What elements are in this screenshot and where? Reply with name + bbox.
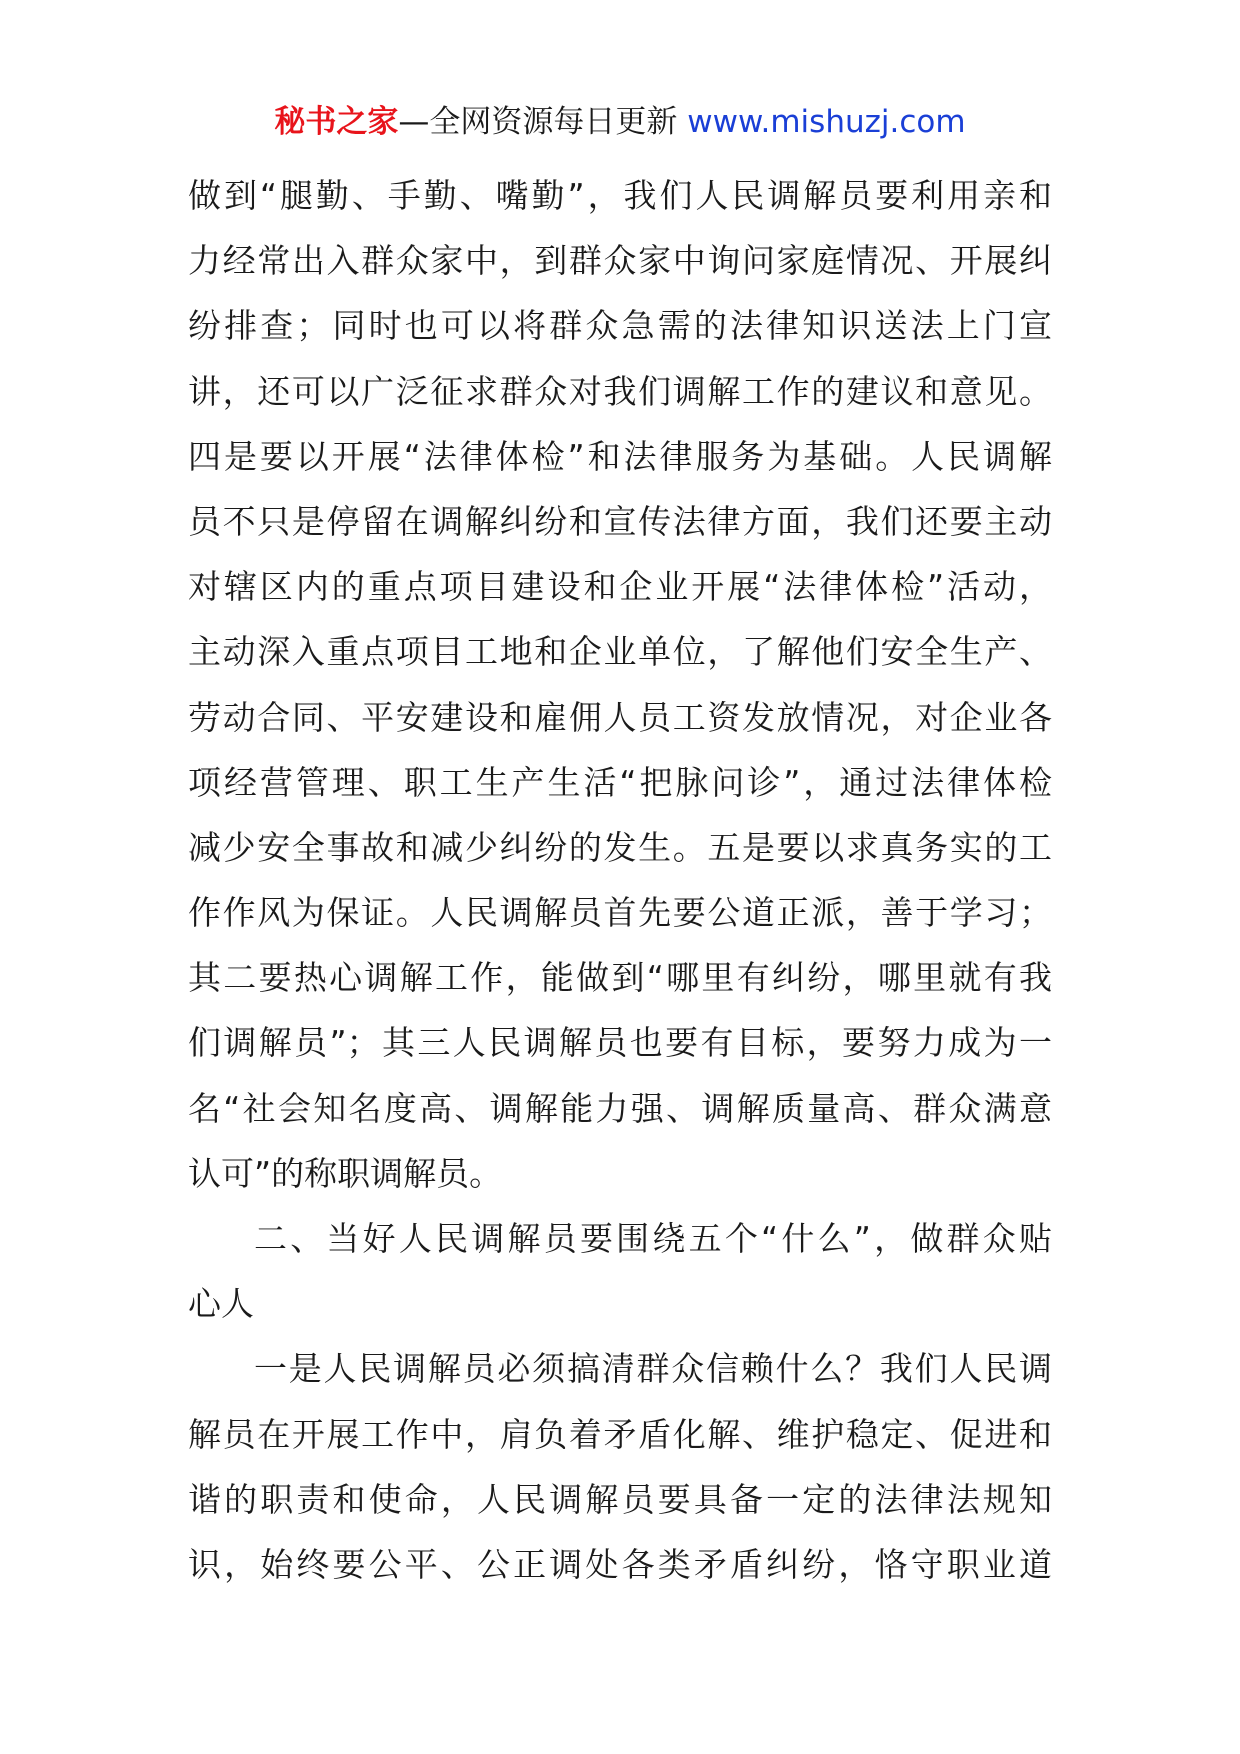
body-line: 谐的职责和使命，人民调解员要具备一定的法律法规知 [188,1479,1052,1519]
site-url-link[interactable]: www.mishuzj.com [687,104,966,140]
body-line: 对辖区内的重点项目建设和企业开展“法律体检”活动， [188,567,1052,607]
header-tagline: —全网资源每日更新 [398,104,678,140]
document-body [188,163,1052,1597]
body-line: 四是要以开展“法律体检”和法律服务为基础。人民调解 [188,436,1052,476]
body-line: 识，始终要公平、公正调处各类矛盾纠纷，恪守职业道 [188,1544,1052,1584]
site-header [0,100,1240,144]
body-line: 项经营管理、职工生产生活“把脉问诊”，通过法律体检 [188,762,1052,802]
body-line: 纷排查；同时也可以将群众急需的法律知识送法上门宣 [188,306,1052,346]
body-line: 名“社会知名度高、调解能力强、调解质量高、群众满意 [188,1088,1052,1128]
body-line: 劳动合同、平安建设和雇佣人员工资发放情况，对企业各 [188,697,1052,737]
body-line: 们调解员”；其三人民调解员也要有目标，要努力成为一 [188,1023,1052,1063]
body-line: 作作风为保证。人民调解员首先要公道正派，善于学习； [188,893,1052,933]
body-line: 一是人民调解员必须搞清群众信赖什么？我们人民调 [254,1349,1052,1389]
body-line: 主动深入重点项目工地和企业单位，了解他们安全生产、 [188,632,1052,672]
body-line: 做到“腿勤、手勤、嘴勤”，我们人民调解员要利用亲和 [188,176,1052,215]
brand-name: 秘书之家 [274,104,399,140]
body-line: 其二要热心调解工作，能做到“哪里有纠纷，哪里就有我 [188,958,1052,998]
body-line: 讲，还可以广泛征求群众对我们调解工作的建议和意见。 [188,371,1052,411]
section-heading-continued: 心人 [188,1284,254,1324]
body-line: 解员在开展工作中，肩负着矛盾化解、维护稳定、促进和 [188,1414,1052,1454]
body-line: 减少安全事故和减少纠纷的发生。五是要以求真务实的工 [188,827,1052,867]
section-heading: 二、当好人民调解员要围绕五个“什么”，做群众贴 [254,1219,1052,1258]
body-line: 力经常出入群众家中，到群众家中询问家庭情况、开展纠 [188,241,1052,281]
body-line: 员不只是停留在调解纠纷和宣传法律方面，我们还要主动 [188,501,1052,541]
body-line: 认可”的称职调解员。 [188,1153,503,1193]
